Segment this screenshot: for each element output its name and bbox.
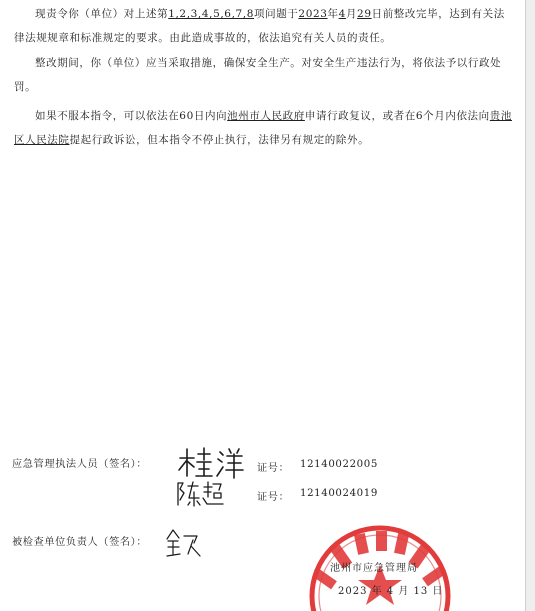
- cert-number-2: 12140024019: [300, 488, 378, 499]
- appeal-text: 提起行政诉讼，但本指令不停止执行，法律另有规定的除外。: [69, 134, 370, 146]
- appeal-text: 如果不服本指令，可以依法在60日内向: [35, 110, 228, 122]
- order-text: 日前整改完毕，达到有关法律法规规章和标准规定的要求。由此造成事故的，依法追究有关人员的责任。: [14, 8, 505, 44]
- official-seal: [308, 510, 458, 611]
- order-text: 年: [327, 8, 339, 20]
- inspected-signature-label: 被检查单位负责人（签名）：: [12, 537, 148, 548]
- court-name: 贵池区人民法院: [14, 110, 512, 146]
- appeal-text: 申请行政复议，或者在6个月内依法向: [304, 110, 490, 122]
- cert-label-2: 证号：: [257, 492, 290, 503]
- cert-label-1: 证号：: [257, 463, 290, 474]
- officer-signature-1: [176, 446, 246, 480]
- issuing-authority: 池州市应急管理局: [330, 563, 418, 574]
- deadline-month: 4: [338, 8, 346, 20]
- appeal-paragraph: [14, 104, 514, 152]
- order-text: 月: [345, 8, 358, 20]
- officer-signature-2: [174, 478, 226, 508]
- deadline-year: 2023: [298, 8, 328, 20]
- viewer-scroll-gutter: [526, 0, 535, 611]
- cert-number-1: 12140022005: [300, 459, 378, 470]
- issue-date: 2023 年 4 月 13 日: [338, 586, 444, 597]
- rectification-paragraph: 整改期间，你（单位）应当采取措施，确保安全生产。对安全生产违法行为，将依法予以行政处罚。: [14, 57, 502, 93]
- responsible-person-signature: [164, 526, 204, 562]
- order-paragraph: [14, 2, 514, 50]
- order-text: 现责令你（单位）对上述第: [35, 8, 169, 20]
- officers-signature-label: 应急管理执法人员（签名）：: [12, 459, 148, 470]
- review-authority: 池州市人民政府: [227, 110, 305, 122]
- item-numbers: 1,2,3,4,5,6,7,8: [168, 8, 255, 20]
- order-text: 项问题于: [254, 8, 299, 20]
- deadline-day: 29: [357, 8, 372, 20]
